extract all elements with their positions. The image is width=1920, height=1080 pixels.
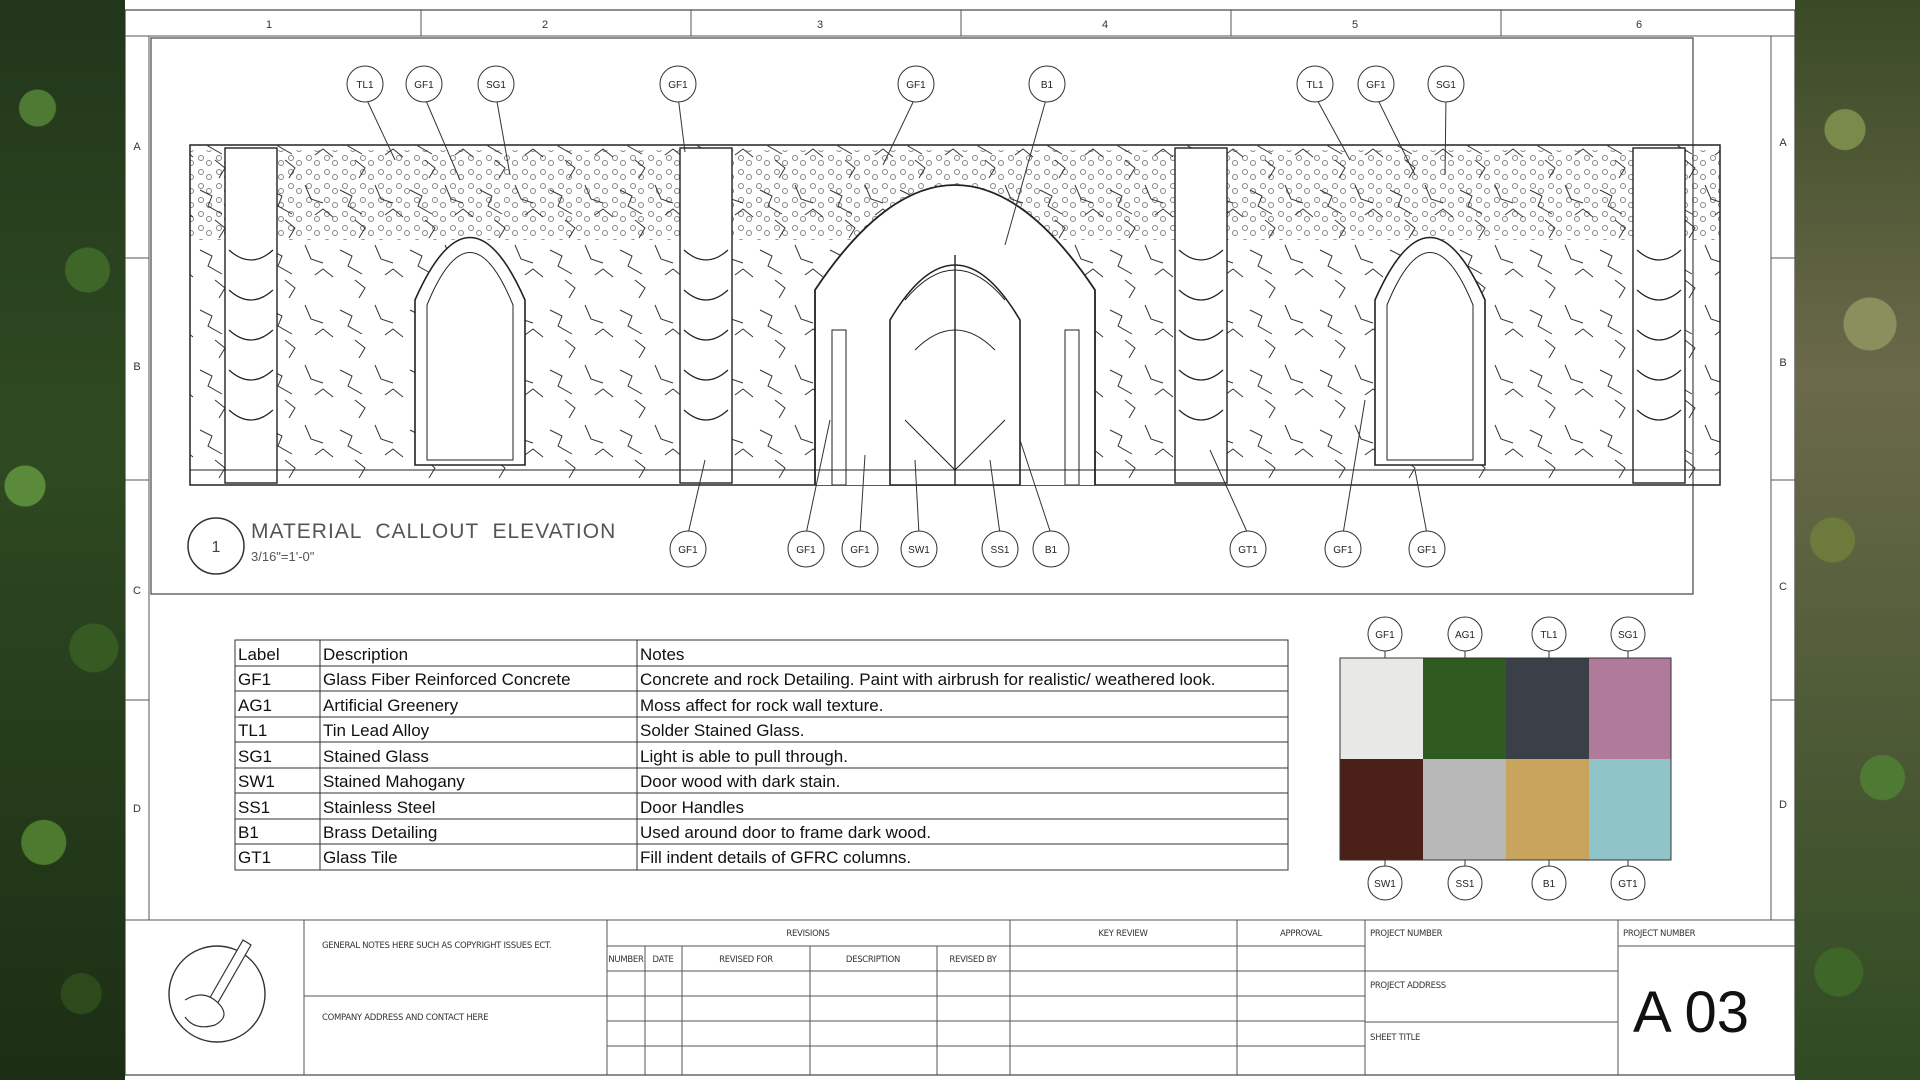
elevation-scale: 3/16"=1'-0" <box>251 549 315 564</box>
swatch-mahogany <box>1340 759 1423 860</box>
approval: APPROVAL <box>1280 929 1322 939</box>
callout-bottom-ss1 <box>982 531 1018 567</box>
stained-glass-window-left <box>415 238 525 466</box>
table-cell-label: GT1 <box>238 848 272 867</box>
view-number: 1 <box>211 539 221 556</box>
svg-text:SW1: SW1 <box>908 545 930 556</box>
stained-glass-window-right <box>1375 238 1485 466</box>
table-cell-description: Artificial Greenery <box>323 696 459 715</box>
swatch-gfrc <box>1340 658 1423 759</box>
revisions-header: REVISIONS <box>786 929 830 939</box>
rev-col-description: DESCRIPTION <box>845 955 901 965</box>
swatch-greenery <box>1423 658 1506 759</box>
callout-top-gf1 <box>406 66 442 102</box>
project-address-label: PROJECT ADDRESS <box>1370 981 1446 991</box>
elevation-drawing <box>190 145 1720 485</box>
swatch-glass-tile <box>1589 759 1671 860</box>
table-cell-notes: Light is able to pull through. <box>640 747 848 766</box>
rev-col-number: NUMBER <box>608 955 644 965</box>
callout-top-gf1 <box>1358 66 1394 102</box>
svg-text:GT1: GT1 <box>1238 545 1258 556</box>
table-cell-notes: Door wood with dark stain. <box>640 772 841 791</box>
table-cell-description: Stainless Steel <box>323 798 436 817</box>
swatch-label-top: SG1 <box>1617 630 1639 641</box>
svg-text:TL1: TL1 <box>356 80 374 91</box>
materials-table <box>235 640 1288 870</box>
svg-text:GF1: GF1 <box>1417 545 1437 556</box>
table-cell-label: SG1 <box>238 747 273 766</box>
table-cell-label: TL1 <box>238 721 268 740</box>
table-cell-description: Glass Fiber Reinforced Concrete <box>323 670 571 689</box>
rev-col-revised-for: REVISED FOR <box>719 955 773 965</box>
pencil-hand-logo <box>169 940 265 1042</box>
grid-row-c-left: C <box>133 585 141 597</box>
table-cell-notes: Solder Stained Glass. <box>640 721 805 740</box>
svg-text:TL1: TL1 <box>1306 80 1324 91</box>
callout-top-tl1 <box>1297 66 1333 102</box>
table-cell-description: Brass Detailing <box>323 823 438 842</box>
swatch-label-bottom: SW1 <box>1374 879 1396 890</box>
table-cell-notes: Door Handles <box>640 798 744 817</box>
rev-col-revised-by: REVISED BY <box>949 955 997 965</box>
callout-top-tl1 <box>347 66 383 102</box>
project-number-label: PROJECT NUMBER <box>1370 929 1443 939</box>
swatch-brass <box>1506 759 1589 860</box>
grid-row-d-left: D <box>133 803 141 815</box>
elevation-title-block <box>188 518 616 574</box>
swatch-tin-lead <box>1506 658 1589 759</box>
svg-text:GF1: GF1 <box>850 545 870 556</box>
callout-bottom-gf1 <box>788 531 824 567</box>
rev-col-date: DATE <box>652 955 674 965</box>
table-cell-description: Tin Lead Alloy <box>323 721 430 740</box>
callout-bottom-gf1 <box>1409 531 1445 567</box>
callout-bottom-gt1 <box>1230 531 1266 567</box>
table-cell-label: SW1 <box>238 772 275 791</box>
swatch-label-bottom: SS1 <box>1455 879 1475 890</box>
drawing-sheet <box>125 0 1795 1080</box>
elevation-title: MATERIAL CALLOUT ELEVATION <box>251 520 617 543</box>
callout-top-gf1 <box>898 66 934 102</box>
svg-text:GF1: GF1 <box>414 80 434 91</box>
grid-row-b-right: B <box>1779 357 1787 369</box>
table-cell-label: B1 <box>238 823 259 842</box>
grid-col-6: 6 <box>1635 19 1643 31</box>
callout-bottom-sw1 <box>901 531 937 567</box>
general-notes: GENERAL NOTES HERE SUCH AS COPYRIGHT ISSUES ECT. <box>322 941 552 951</box>
table-cell-description: Stained Mahogany <box>323 772 465 791</box>
table-cell-notes: Fill indent details of GFRC columns. <box>640 848 912 867</box>
grid-row-a-right: A <box>1779 137 1787 149</box>
svg-text:SG1: SG1 <box>1435 80 1457 91</box>
svg-text:SS1: SS1 <box>990 545 1010 556</box>
swatch-label-bottom: GT1 <box>1618 879 1638 890</box>
table-cell-label: AG1 <box>238 696 273 715</box>
callout-top-b1 <box>1029 66 1065 102</box>
callout-top-sg1 <box>478 66 514 102</box>
svg-text:GF1: GF1 <box>668 80 688 91</box>
table-cell-label: SS1 <box>238 798 271 817</box>
key-review: KEY REVIEW <box>1098 929 1148 939</box>
company-address: COMPANY ADDRESS AND CONTACT HERE <box>322 1013 489 1023</box>
sheet-svg <box>125 0 1795 1080</box>
grid-row-a-left: A <box>133 141 141 153</box>
grid-col-3: 3 <box>816 19 824 31</box>
sheet-number: A 03 <box>1632 980 1750 1045</box>
grid-col-1: 1 <box>265 19 273 31</box>
grid-col-5: 5 <box>1351 19 1359 31</box>
table-cell-description: Stained Glass <box>323 747 429 766</box>
callout-bottom-gf1 <box>842 531 878 567</box>
sheet-title-label: SHEET TITLE <box>1370 1033 1421 1043</box>
swatch-label-top: GF1 <box>1375 630 1395 641</box>
callout-bottom-b1 <box>1033 531 1069 567</box>
grid-row-c-right: C <box>1779 581 1787 593</box>
svg-text:GF1: GF1 <box>1333 545 1353 556</box>
svg-text:GF1: GF1 <box>906 80 926 91</box>
svg-text:GF1: GF1 <box>1366 80 1386 91</box>
callout-bottom-gf1 <box>1325 531 1361 567</box>
svg-text:B1: B1 <box>1044 545 1058 556</box>
svg-text:B1: B1 <box>1040 80 1054 91</box>
table-header-label: Label <box>238 645 280 664</box>
swatch-label-top: TL1 <box>1540 630 1558 641</box>
grid-col-2: 2 <box>541 19 549 31</box>
table-cell-notes: Concrete and rock Detailing. Paint with airbrush for realistic/ weathered look. <box>640 670 1216 689</box>
table-header-notes: Notes <box>640 645 685 664</box>
grid-row-d-right: D <box>1779 799 1787 811</box>
svg-text:SG1: SG1 <box>485 80 507 91</box>
callout-top-sg1 <box>1428 66 1464 102</box>
table-cell-notes: Moss affect for rock wall texture. <box>640 696 884 715</box>
table-cell-description: Glass Tile <box>323 848 398 867</box>
table-header-description: Description <box>323 645 409 664</box>
swatch-label-top: AG1 <box>1454 630 1476 641</box>
table-cell-label: GF1 <box>238 670 272 689</box>
stone-wall-background-right <box>1795 0 1920 1080</box>
material-swatch-board <box>1340 617 1671 900</box>
swatch-stainless <box>1423 759 1506 860</box>
ivy-background-left <box>0 0 125 1080</box>
callout-bottom-gf1 <box>670 531 706 567</box>
svg-text:GF1: GF1 <box>796 545 816 556</box>
swatch-stained-glass <box>1589 658 1671 759</box>
swatch-label-bottom: B1 <box>1542 879 1556 890</box>
grid-row-b-left: B <box>133 361 141 373</box>
callout-top-gf1 <box>660 66 696 102</box>
project-number-label-2: PROJECT NUMBER <box>1623 929 1696 939</box>
table-cell-notes: Used around door to frame dark wood. <box>640 823 932 842</box>
grid-col-4: 4 <box>1101 19 1109 31</box>
title-block <box>169 920 1795 1075</box>
svg-text:GF1: GF1 <box>678 545 698 556</box>
